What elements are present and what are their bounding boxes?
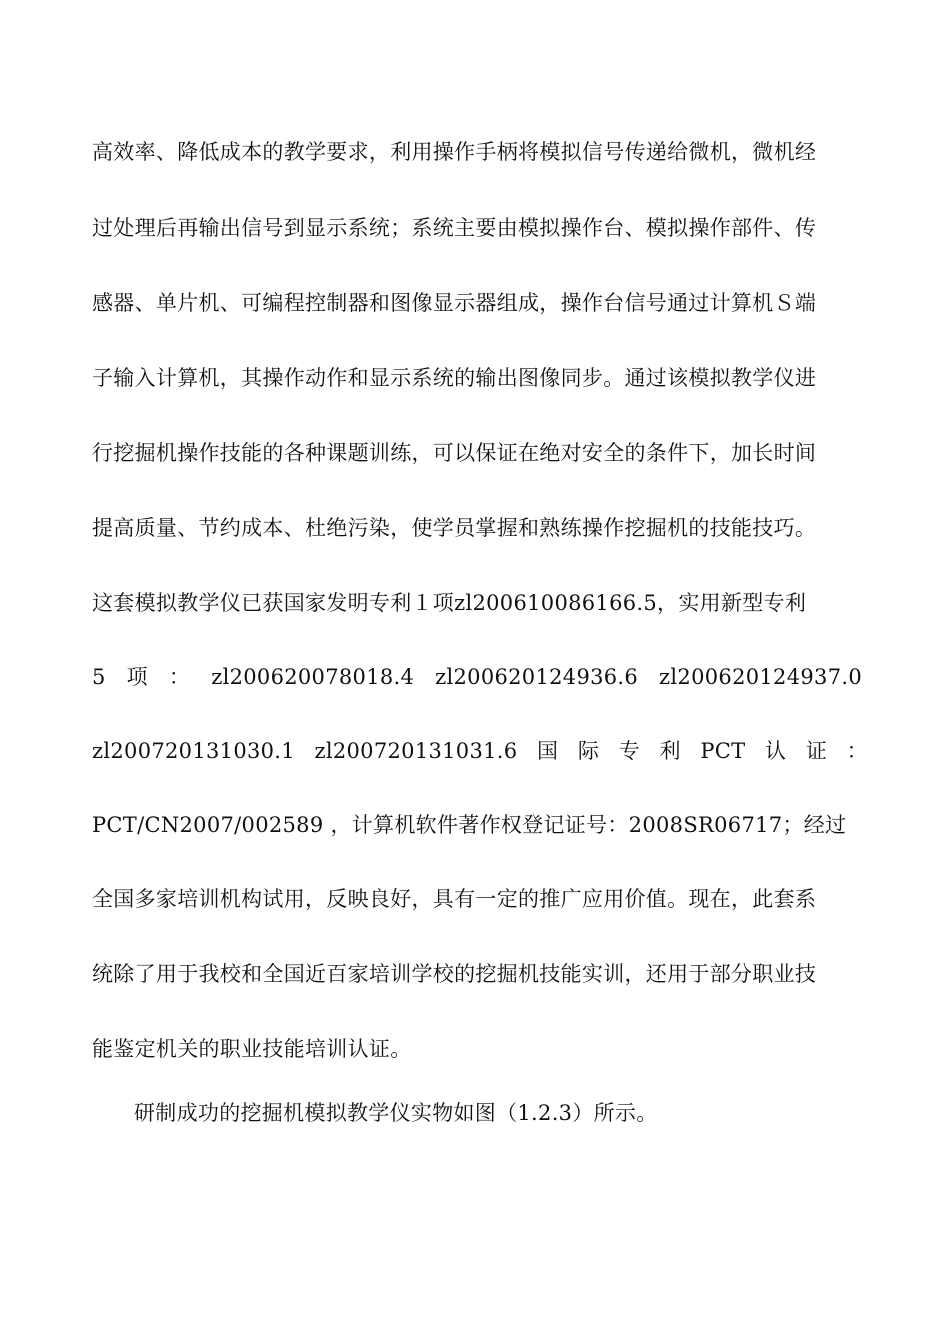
- patent-text: 专: [618, 739, 640, 763]
- patent-text: 国: [536, 739, 559, 763]
- patent-text: PCT: [700, 739, 746, 763]
- body-text-line: 能鉴定机关的职业技能培训认证。: [92, 1037, 412, 1061]
- body-text-line: 过处理后再输出信号到显示系统；系统主要由模拟操作台、模拟操作部件、传: [92, 216, 817, 240]
- patent-text: 证: [805, 739, 828, 763]
- patent-number-line: [92, 734, 868, 768]
- patent-text: ：: [846, 739, 868, 763]
- patent-number: zl200620124937.0: [659, 665, 862, 689]
- patent-text: 5: [92, 665, 106, 689]
- body-text-line: 子输入计算机，其操作动作和显示系统的输出图像同步。通过该模拟教学仪进: [92, 366, 817, 390]
- paragraph-figure-reference: 研制成功的挖掘机模拟教学仪实物如图（1.2.3）所示。: [134, 1101, 658, 1125]
- body-text-line: 行挖掘机操作技能的各种课题训练，可以保证在绝对安全的条件下，加长时间: [92, 441, 817, 465]
- body-text-line: 全国多家培训机构试用，反映良好，具有一定的推广应用价值。现在，此套系: [92, 887, 817, 911]
- body-text-line: 提高质量、节约成本、杜绝污染，使学员掌握和熟练操作挖掘机的技能技巧。: [92, 516, 817, 540]
- patent-text: ：: [168, 665, 191, 689]
- patent-number: zl200620124936.6: [435, 665, 639, 689]
- body-text-line: 这套模拟教学仪已获国家发明专利１项zl200610086166.5，实用新型专利: [92, 591, 807, 615]
- patent-number: zl200720131030.1: [92, 739, 295, 763]
- body-text-line: 统除了用于我校和全国近百家培训学校的挖掘机技能实训，还用于部分职业技: [92, 962, 817, 986]
- patent-text: 认: [764, 739, 787, 763]
- body-text-line: 感器、单片机、可编程控制器和图像显示器组成，操作台信号通过计算机Ｓ端: [92, 291, 817, 315]
- body-text-line: PCT/CN2007/002589 ，计算机软件著作权登记证号：2008SR06717；经过: [92, 813, 847, 837]
- patent-text: 项: [126, 665, 148, 689]
- patent-number-line: [92, 660, 862, 694]
- patent-number: zl200720131031.6: [314, 739, 518, 763]
- patent-number: zl200620078018.4: [211, 665, 415, 689]
- patent-text: 利: [659, 739, 681, 763]
- patent-text: 际: [577, 739, 600, 763]
- body-text-line: 高效率、降低成本的教学要求，利用操作手柄将模拟信号传递给微机，微机经: [92, 140, 817, 164]
